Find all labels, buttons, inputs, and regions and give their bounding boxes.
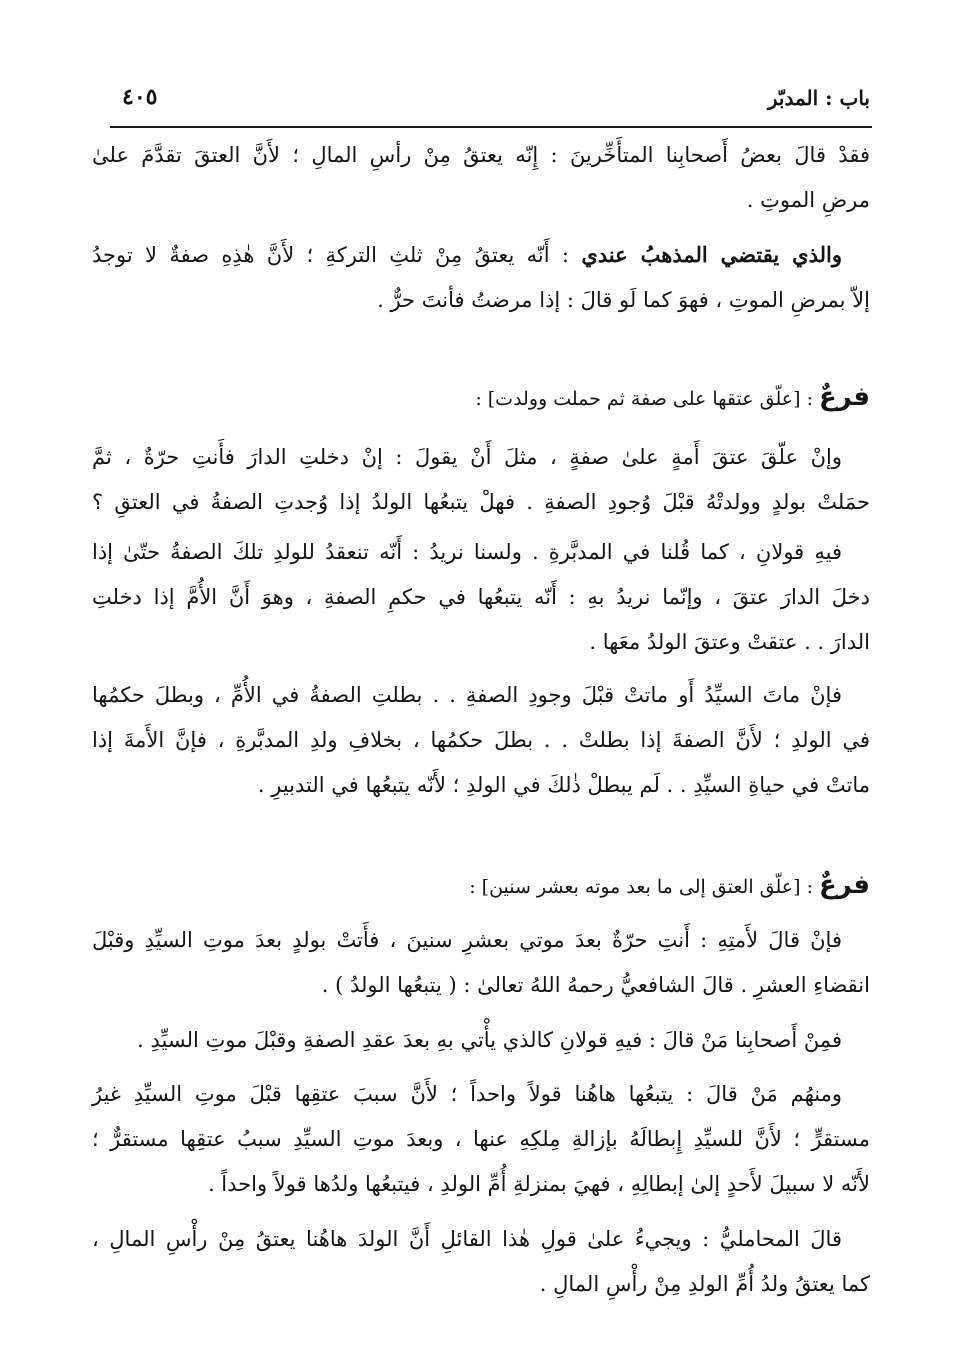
paragraph-1-line-1: فقدْ قالَ بعضُ أَصحابِنا المتأَخِّرينَ : إِنّه يعتقُ مِنْ رأسِ المالِ ؛ لأَنَّ العتقَ تقدَّمَ علىٰ <box>92 143 870 167</box>
paragraph-3-line-2: حمَلتْ بولدٍ وولدتْهُ قبْلَ وُجودِ الصفةِ . فهلْ يتبعُها الولدُ إذا وُجدتِ الصفةُ في العتقِ ؟ <box>92 490 870 514</box>
section-heading-2 <box>469 868 870 902</box>
paragraph-2-lead: والذي يقتضي المذهبُ عندي <box>581 242 842 267</box>
section-heading-1-title: : [علّق عتقها على صفة ثم حملت وولدت] : <box>475 388 820 410</box>
paragraph-2-line-1 <box>92 238 842 272</box>
header-rule <box>110 126 872 128</box>
section-heading-1 <box>475 380 870 414</box>
paragraph-4-line-2: دخلَ الدارَ عتقَ ، وإنّما نريدُ بهِ : أَنّه يتبعُها في حكمِ الصفةِ ، وهوَ أَنَّ الأُمَّ إذا دخلتِ <box>92 585 870 609</box>
section-heading-2-label: فرعٌ <box>819 870 870 900</box>
paragraph-6-line-1: فإنْ قالَ لأَمتِهِ : أَنتِ حرّةٌ بعدَ موتي بعشرِ سنينَ ، فأَتتْ بولدٍ بعدَ موتِ السيِّدِ وقبْلَ <box>92 928 842 952</box>
section-heading-1-label: فرعٌ <box>819 382 870 412</box>
paragraph-1-line-2: مرضِ الموتِ . <box>746 188 870 212</box>
paragraph-8-line-2: مستقرٍّ ؛ لأَنَّ للسيِّدِ إِبطالَهُ بإزالةِ مِلكِهِ عنها ، وبعدَ موتِ السيِّدِ سببُ عتقِها مستقرٌّ ؛ <box>92 1127 870 1151</box>
paragraph-5-line-2: في الولدِ ؛ لأَنَّ الصفةَ إذا بطلتْ . . بطلَ حكمُها ، بخلافِ ولدِ المدبَّرةِ ، فإنَّ الأَمةَ إذا <box>92 728 870 752</box>
paragraph-9-line-2: كما يعتقُ ولدُ أُمِّ الولدِ مِنْ رأْسِ المالِ . <box>539 1272 870 1296</box>
paragraph-8-line-3: لأَنّه لا سبيلَ لأَحدٍ إلىٰ إبطالِهِ ، فهيَ بمنزلةِ أُمِّ الولدِ ، فيتبعُها ولدُها قولاً واحداً . <box>207 1172 870 1196</box>
paragraph-2-line-2: إلاّ بمرضِ الموتِ ، فهوَ كما لَو قالَ : إذا مرضتُ فأنتَ حرٌّ . <box>377 288 870 312</box>
paragraph-9-line-1: قالَ المحامليُّ : ويجيءُ علىٰ قولِ هٰذا القائلِ أَنَّ الولدَ هاهُنا يعتقُ مِنْ رأْسِ المالِ ، <box>92 1227 842 1251</box>
paragraph-4-line-3: الدارَ . . عتقتْ وعتقَ الولدُ معَها . <box>589 630 870 654</box>
paragraph-3-line-1: وإنْ علّقَ عتقَ أَمةٍ علىٰ صفةٍ ، مثلَ أَنْ يقولَ : إنْ دخلتِ الدارَ فأَنتِ حرّةٌ ، ثمَّ <box>92 445 842 469</box>
section-heading-2-title: : [علّق العتق إلى ما بعد موته بعشر سنين] : <box>469 876 820 898</box>
running-head <box>110 80 870 120</box>
paragraph-7-line-1: فمِنْ أَصحابِنا مَنْ قالَ : فيهِ قولانِ كالذي يأْتي بهِ بعدَ عقدِ الصفةِ وقبْلَ موتِ السيِّدِ . <box>137 1028 842 1052</box>
paragraph-5-line-3: ماتتْ في حياةِ السيِّدِ . . لَم يبطلْ ذٰلكَ في الولدِ ؛ لأَنّه يتبعُها في التدبيرِ . <box>257 773 870 797</box>
page-number: ٤٠٥ <box>122 84 158 110</box>
paragraph-5-line-1: فإنْ ماتَ السيِّدُ أَو ماتتْ قبْلَ وجودِ الصفةِ . . بطلتِ الصفةُ في الأُمِّ ، وبطلَ حكمُها <box>92 683 842 707</box>
chapter-title: باب : المدبّر <box>767 86 870 110</box>
paragraph-2-line-1-rest: : أَنّه يعتقُ مِنْ ثلثِ التركةِ ؛ لأَنَّ هٰذِهِ صفةٌ لا توجدُ <box>92 243 582 267</box>
paragraph-8-line-1: ومنهُم مَنْ قالَ : يتبعُها هاهُنا قولاً واحداً ؛ لأَنَّ سببَ عتقِها قبْلَ موتِ السيِّدِ غيرُ <box>92 1082 842 1106</box>
paragraph-4-line-1: فيهِ قولانِ ، كما قُلنا في المدبَّرةِ . ولسنا نريدُ : أَنّه تنعقدُ للولدِ تلكَ الصفةُ حتّىٰ إذا <box>92 540 842 564</box>
paragraph-6-line-2: انقضاءِ العشرِ . قالَ الشافعيُّ رحمهُ اللهُ تعالىٰ : ( يتبعُها الولدُ ) . <box>321 973 870 997</box>
